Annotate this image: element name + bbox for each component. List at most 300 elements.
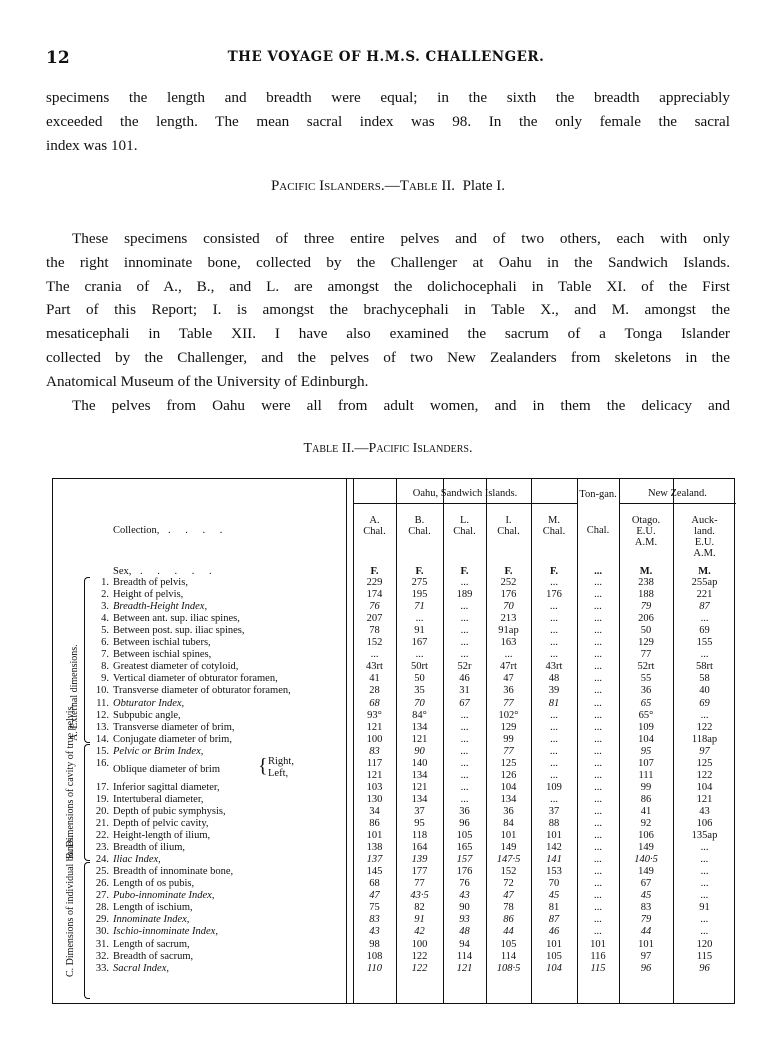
table-cell: 105	[500, 938, 517, 950]
row-label: Breadth of pelvis,	[113, 577, 188, 588]
table-cell: ...	[550, 793, 558, 805]
table-cell: 121	[456, 962, 473, 974]
row-label: Ischio-innominate Index,	[113, 926, 218, 938]
table-cell: ...	[594, 854, 602, 866]
table-cell: 36	[503, 685, 514, 697]
table-cell: 176	[546, 589, 562, 601]
table-cell: 122	[696, 721, 713, 733]
table-cell: 152	[366, 637, 383, 649]
table-cell: 70	[548, 878, 560, 890]
table-cell: 44	[640, 926, 652, 938]
table-cell: 43	[699, 805, 710, 817]
table-cell: 129	[500, 721, 517, 733]
table-cell: 111	[638, 769, 654, 781]
row-label: Sacral Index,	[113, 962, 169, 974]
table-cell: 101	[546, 938, 562, 950]
group-label: C. Dimensions of individual bones.	[65, 835, 76, 977]
table-cell: 135ap	[691, 830, 718, 842]
table-cell: ...	[460, 721, 469, 733]
row-number: 15.	[95, 745, 109, 757]
table-cell: 50	[414, 673, 425, 685]
group-label: A. External dimensions.	[69, 644, 80, 741]
text-line: collected by the Challenger, and the pelves of two New Zealanders from skeletons in the	[46, 348, 730, 366]
row-label: Between ischial tubers,	[113, 637, 211, 649]
table-cell: ...	[594, 757, 602, 769]
row-number: 21.	[95, 818, 109, 829]
table-cell: 163	[500, 637, 517, 649]
table-cell: 195	[411, 589, 428, 601]
table-cell: ...	[700, 613, 709, 625]
group-underline	[619, 503, 736, 504]
row-label: Conjugate diameter of brim,	[113, 733, 232, 745]
table-cell: 145	[366, 866, 383, 878]
table-cell: 121	[411, 733, 428, 745]
table-cell: 69	[699, 697, 710, 709]
text-line: The crania of A., B., and L. are amongst the dolichocephali in Table XI. of the First	[46, 277, 730, 295]
table-cell: ...	[550, 613, 558, 625]
table-cell: ...	[415, 649, 424, 661]
table-cell: 83	[369, 745, 380, 757]
row-number: 6.	[101, 637, 109, 649]
table-cell: 155	[696, 637, 713, 649]
table-cell: 93°	[367, 709, 382, 721]
table-cell: ...	[594, 721, 602, 733]
table-cell: 95	[414, 818, 425, 829]
table-cell: ...	[460, 745, 469, 757]
table-cell: 101	[546, 830, 562, 842]
table-cell: ...	[594, 793, 602, 805]
row-number: 4.	[101, 613, 109, 625]
group-underline	[353, 503, 577, 504]
table-cell: 83	[369, 914, 380, 926]
row-number: 2.	[101, 589, 109, 601]
running-title: THE VOYAGE OF H.M.S. CHALLENGER.	[227, 49, 545, 65]
column-header: Chal.	[363, 526, 386, 537]
body-paragraph	[46, 227, 730, 417]
table-cell: ...	[460, 709, 469, 721]
column-header: Chal.	[408, 526, 431, 537]
table-cell: ...	[460, 649, 469, 661]
table-cell: ...	[460, 757, 469, 769]
table-cell: 72	[503, 878, 514, 890]
row-label: Between ant. sup. iliac spines,	[113, 613, 240, 625]
table-cell: 121	[411, 781, 428, 793]
column-header: B.	[414, 515, 425, 526]
table-cell: 58	[699, 673, 710, 685]
table-cell: ...	[594, 661, 602, 673]
text-line: The pelves from Oahu were all from adult women, and in them the delicacy and	[72, 396, 730, 414]
row-number: 25.	[95, 866, 109, 878]
table-cell: 177	[411, 866, 428, 878]
table-cell: ...	[594, 878, 602, 890]
group-tongan: Ton-gan.	[579, 489, 617, 500]
text-line: These specimens consisted of three entire pelves and of two others, each with only	[72, 230, 730, 247]
table-cell: 84	[503, 818, 514, 829]
table-cell: ...	[594, 769, 602, 781]
column-header: Chal.	[453, 526, 476, 537]
table-cell: 97	[699, 745, 710, 757]
sex-label-text: Sex,	[113, 566, 132, 577]
column-header: A.M.	[634, 537, 658, 548]
row-number: 17.	[95, 781, 109, 793]
table-cell: ...	[504, 649, 513, 661]
text-line: mesaticephali in Table XII. I have also examined the sacrum of a Tonga Islander	[46, 325, 730, 343]
table-cell: 118ap	[691, 733, 718, 745]
table-cell: ...	[594, 781, 602, 793]
table-cell: 221	[696, 589, 713, 601]
row-number: 20.	[95, 805, 109, 817]
table-cell: 101	[500, 830, 517, 842]
section-dash: —	[384, 178, 400, 194]
table-cell: 50rt	[411, 661, 428, 673]
table-cell: 52r	[457, 661, 472, 673]
measurements-table	[52, 478, 735, 1004]
row-label: Height of pelvis,	[113, 589, 184, 601]
table-cell: 101	[366, 830, 383, 842]
table-cell: 108	[366, 950, 383, 962]
table-cell: 55	[640, 673, 652, 685]
column-header: A.M.	[693, 548, 716, 559]
table-cell: 79	[640, 601, 652, 613]
table-cell: ...	[594, 830, 602, 842]
column-header: L.	[459, 515, 470, 526]
table-cell: ...	[550, 721, 558, 733]
table-cell: 36	[640, 685, 652, 697]
column-header: Chal.	[586, 525, 610, 536]
table-cell: 141	[546, 854, 562, 866]
table-cell: 75	[369, 902, 380, 914]
intro-paragraph	[46, 86, 730, 157]
table-cell: ...	[550, 733, 558, 745]
text-line: exceeded the length. The mean sacral index was 98. In the only female the sacral	[46, 112, 730, 130]
sex-cell: F.	[460, 566, 469, 577]
row-label: Pelvic or Brim Index,	[113, 745, 204, 757]
table-cell: 176	[500, 589, 517, 601]
table-cell: 122	[411, 950, 428, 962]
table-cell: ...	[550, 769, 558, 781]
table-cell: ...	[594, 745, 602, 757]
table-cell: 118	[411, 830, 428, 842]
table-cell: ...	[700, 914, 709, 926]
row-label: Length of ischium,	[113, 902, 193, 914]
table-cell: 125	[500, 757, 517, 769]
table-cell: 37	[414, 805, 425, 817]
table-cell: 71	[414, 601, 425, 613]
row-label: Depth of pelvic cavity,	[113, 818, 209, 829]
table-cell: 67	[459, 697, 470, 709]
row-label: Innominate Index,	[113, 914, 190, 926]
table-cell: 86	[503, 914, 514, 926]
table-cell: 41	[369, 673, 380, 685]
oblique-left-label: Left,	[268, 767, 289, 779]
row-label: Breadth-Height Index,	[113, 601, 208, 613]
table-cell: ...	[594, 818, 602, 829]
table-cell: 70	[503, 601, 514, 613]
table-cell: 83	[640, 902, 652, 914]
table-cell: 104	[546, 962, 562, 974]
table-cell: 117	[366, 757, 383, 769]
row-number: 5.	[101, 625, 109, 637]
section-table-ref: Table II.	[399, 178, 456, 194]
row-number: 10.	[95, 685, 109, 697]
table-cell: 238	[638, 577, 654, 588]
table-cell: ...	[700, 866, 709, 878]
table-cell: 96	[640, 962, 652, 974]
table-cell: 44	[503, 926, 514, 938]
row-number: 1.	[101, 577, 109, 588]
table-cell: 100	[366, 733, 383, 745]
table-cell: 121	[366, 769, 383, 781]
table-cell: 84°	[412, 709, 427, 721]
table-cell: 43	[369, 926, 380, 938]
table-title-dash: —	[354, 441, 369, 456]
table-cell: 97	[640, 950, 652, 962]
table-cell: 104	[638, 733, 654, 745]
table-cell: ...	[415, 613, 424, 625]
table-cell: 149	[638, 866, 654, 878]
table-cell: 95	[640, 745, 652, 757]
table-cell: 93	[459, 914, 470, 926]
table-cell: 153	[546, 866, 562, 878]
table-cell: ...	[550, 649, 558, 661]
group-bracket	[84, 744, 90, 861]
table-cell: ...	[700, 649, 709, 661]
table-cell: 77	[640, 649, 652, 661]
table-cell: 79	[640, 914, 652, 926]
row-label: Breadth of ilium,	[113, 842, 186, 854]
table-cell: 107	[638, 757, 654, 769]
table-cell: 165	[456, 842, 473, 854]
table-cell: 100	[411, 938, 428, 950]
row-label: Obturator Index,	[113, 697, 185, 709]
table-cell: ...	[550, 757, 558, 769]
table-cell: 106	[696, 818, 713, 829]
table-cell: 46	[548, 926, 560, 938]
table-cell: 78	[503, 902, 514, 914]
table-cell: 122	[411, 962, 428, 974]
table-cell: 94	[459, 938, 470, 950]
table-cell: ...	[594, 673, 602, 685]
table-cell: 28	[369, 685, 380, 697]
sex-cell: F.	[504, 566, 513, 577]
table-cell: 213	[500, 613, 517, 625]
section-title: Pacific Islanders.	[270, 178, 385, 194]
table-cell: 68	[369, 878, 380, 890]
table-cell: ...	[550, 745, 558, 757]
table-cell: 65	[640, 697, 652, 709]
row-label: Transverse diameter of brim,	[113, 721, 235, 733]
table-cell: 121	[696, 793, 713, 805]
col-divider	[346, 479, 347, 1003]
group-bracket	[84, 577, 90, 743]
table-cell: 41	[640, 805, 652, 817]
table-cell: 147·5	[496, 854, 521, 866]
table-cell: ...	[700, 890, 709, 902]
table-cell: 99	[640, 781, 652, 793]
table-cell: ...	[550, 709, 558, 721]
table-cell: 76	[369, 601, 380, 613]
column-header: Otago.	[631, 515, 661, 526]
table-cell: ...	[550, 601, 558, 613]
table-cell: 149	[638, 842, 654, 854]
table-cell: ...	[594, 866, 602, 878]
table-cell: 140	[411, 757, 428, 769]
table-cell: 77	[414, 878, 425, 890]
table-cell: 88	[548, 818, 560, 829]
oblique-right-label: Right,	[268, 755, 294, 767]
table-cell: 91ap	[498, 625, 519, 637]
table-cell: ...	[594, 637, 602, 649]
table-cell: 116	[590, 950, 606, 962]
table-cell: ...	[594, 842, 602, 854]
row-number: 22.	[95, 830, 109, 842]
table-cell: ...	[460, 733, 469, 745]
table-title-number: Table II.	[303, 441, 355, 456]
table-cell: 43rt	[366, 661, 383, 673]
table-cell: ...	[594, 577, 602, 588]
table-cell: 43	[459, 890, 470, 902]
table-cell: ...	[550, 577, 558, 588]
table-cell: ...	[594, 709, 602, 721]
table-cell: 77	[503, 697, 514, 709]
row-label: Height-length of ilium,	[113, 830, 211, 842]
row-number: 24.	[95, 854, 109, 866]
sex-cell: F.	[415, 566, 424, 577]
row-label: Depth of pubic symphysis,	[113, 805, 226, 817]
text-line: Anatomical Museum of the University of Edinburgh.	[46, 372, 369, 390]
table-cell: 129	[638, 637, 654, 649]
table-cell: 91	[414, 914, 425, 926]
column-header: land.	[694, 526, 715, 537]
table-cell: ...	[550, 625, 558, 637]
table-cell: ...	[460, 769, 469, 781]
table-cell: 120	[696, 938, 713, 950]
row-number: 31.	[95, 938, 109, 950]
table-cell: 139	[411, 854, 428, 866]
table-cell: 37	[548, 805, 560, 817]
table-cell: 114	[500, 950, 517, 962]
table-cell: 152	[500, 866, 517, 878]
table-cell: ...	[594, 589, 602, 601]
table-cell: 96	[459, 818, 470, 829]
text-line: specimens the length and breadth were equal; in the sixth the breadth appreciably	[46, 89, 730, 106]
table-cell: 47	[503, 673, 514, 685]
table-cell: 167	[411, 637, 428, 649]
table-cell: 91	[414, 625, 425, 637]
table-cell: ...	[370, 649, 379, 661]
section-plate: Plate I.	[462, 178, 506, 194]
table-cell: 36	[503, 805, 514, 817]
table-cell: 47rt	[500, 661, 517, 673]
column-header: E.U.	[636, 526, 656, 537]
table-cell: 76	[459, 878, 470, 890]
table-cell: 134	[411, 721, 428, 733]
table-cell: ...	[594, 902, 602, 914]
table-cell: 90	[414, 745, 425, 757]
table-cell: ...	[700, 926, 709, 938]
brace: {	[258, 754, 268, 777]
table-cell: 164	[411, 842, 428, 854]
table-cell: 82	[414, 902, 425, 914]
row-label: Greatest diameter of cotyloid,	[113, 661, 239, 673]
row-label: Pubo-innominate Index,	[113, 890, 215, 902]
sex-cell: F.	[370, 566, 379, 577]
table-title-text: Pacific Islanders.	[368, 441, 473, 456]
table-cell: 109	[546, 781, 562, 793]
table-cell: 58rt	[696, 661, 713, 673]
row-number: 8.	[101, 661, 109, 673]
row-number: 11.	[96, 697, 109, 709]
row-label: Subpubic angle,	[113, 709, 181, 721]
table-cell: 43rt	[545, 661, 563, 673]
table-cell: 103	[366, 781, 383, 793]
running-header	[46, 48, 726, 68]
table-cell: 48	[548, 673, 560, 685]
table-cell: ...	[460, 781, 469, 793]
table-cell: 140·5	[634, 854, 658, 866]
text-line: Part of this Report; I. is amongst the brachycephali in Table X., and M. amongst the	[46, 301, 730, 319]
table-cell: 86	[640, 793, 652, 805]
table-cell: 98	[369, 938, 380, 950]
row-number: 9.	[101, 673, 109, 685]
row-number: 3.	[101, 601, 109, 613]
table-cell: 45	[640, 890, 652, 902]
row-number: 13.	[95, 721, 109, 733]
table-cell: 77	[503, 745, 514, 757]
table-cell: 102°	[498, 709, 519, 721]
table-cell: 65°	[638, 709, 654, 721]
table-cell: 104	[696, 781, 713, 793]
table-cell: 189	[456, 589, 473, 601]
table-cell: 138	[366, 842, 383, 854]
row-label: Length of sacrum,	[113, 938, 190, 950]
row-label: Vertical diameter of obturator foramen,	[113, 673, 278, 685]
table-cell: ...	[594, 697, 602, 709]
table-cell: 35	[414, 685, 425, 697]
table-cell: 43·5	[410, 890, 429, 902]
table-cell: 134	[411, 769, 428, 781]
table-cell: 104	[500, 781, 517, 793]
table-cell: 36	[459, 805, 470, 817]
table-cell: 87	[548, 914, 560, 926]
sex-cell: M.	[698, 566, 711, 577]
table-cell: ...	[460, 613, 469, 625]
table-cell: 91	[699, 902, 710, 914]
table-cell: 207	[366, 613, 383, 625]
table-cell: 86	[369, 818, 380, 829]
table-cell: 50	[640, 625, 652, 637]
table-cell: 109	[638, 721, 654, 733]
table-cell: 42	[414, 926, 425, 938]
section-heading	[0, 178, 776, 195]
table-cell: 92	[640, 818, 652, 829]
row-label: Length of os pubis,	[113, 878, 195, 890]
table-cell: 90	[459, 902, 470, 914]
table-cell: 115	[590, 962, 606, 974]
table-cell: 70	[414, 697, 425, 709]
table-cell: 125	[696, 757, 713, 769]
table-cell: ...	[460, 601, 469, 613]
table-cell: 101	[590, 938, 606, 950]
table-cell: 96	[699, 962, 710, 974]
table-cell: ...	[594, 601, 602, 613]
table-cell: ...	[700, 709, 709, 721]
table-cell: 142	[546, 842, 562, 854]
table-cell: 252	[500, 577, 517, 588]
table-cell: 115	[696, 950, 713, 962]
table-cell: 126	[500, 769, 517, 781]
table-title	[0, 441, 776, 457]
